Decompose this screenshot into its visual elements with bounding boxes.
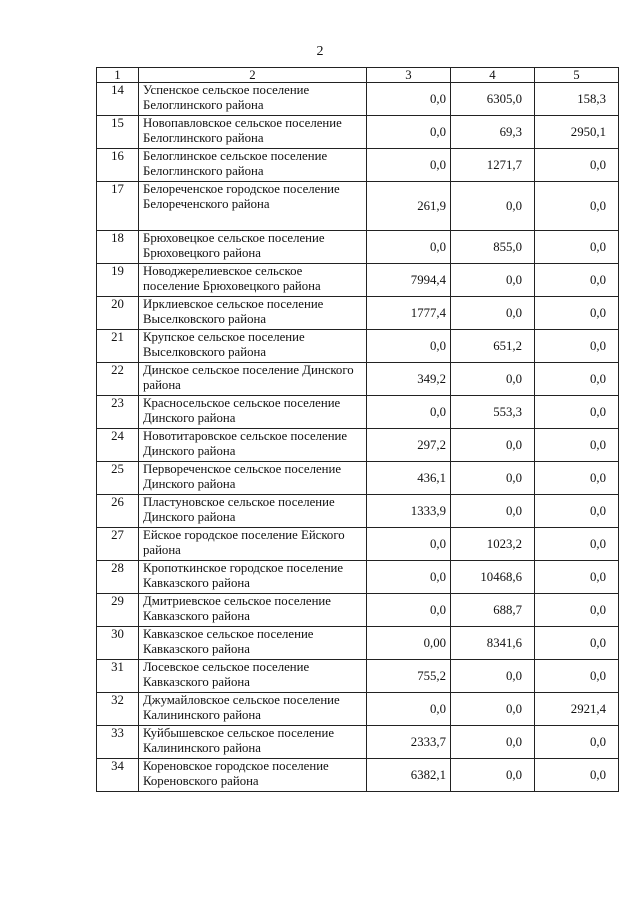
- table-row: [97, 693, 619, 726]
- value-cell-column-5: 2950,1: [535, 116, 619, 149]
- value-cell-column-3: 755,2: [367, 660, 451, 693]
- value-cell-column-4: 0,0: [451, 182, 535, 231]
- value-cell-column-5: 0,0: [535, 264, 619, 297]
- table-row: [97, 182, 619, 231]
- row-number-cell: 27: [97, 528, 139, 561]
- value-cell-column-3: 1333,9: [367, 495, 451, 528]
- row-number-cell: 14: [97, 83, 139, 116]
- value-cell-column-4: 0,0: [451, 297, 535, 330]
- settlement-name-cell: Кавказское сельское поселение Кавказского района: [139, 627, 367, 660]
- value-cell-column-4: 1023,2: [451, 528, 535, 561]
- table-row: [97, 396, 619, 429]
- value-cell-column-3: 0,00: [367, 627, 451, 660]
- table-row: [97, 759, 619, 792]
- settlement-name-cell: Новопавловское сельское поселение Белоглинского района: [139, 116, 367, 149]
- row-number-cell: 30: [97, 627, 139, 660]
- table-row: [97, 116, 619, 149]
- value-cell-column-5: 0,0: [535, 182, 619, 231]
- table-header-row: [97, 68, 619, 83]
- column-header: 4: [451, 68, 535, 83]
- value-cell-column-5: 0,0: [535, 462, 619, 495]
- value-cell-column-4: 688,7: [451, 594, 535, 627]
- row-number-cell: 34: [97, 759, 139, 792]
- value-cell-column-4: 651,2: [451, 330, 535, 363]
- column-header: 3: [367, 68, 451, 83]
- value-cell-column-4: 855,0: [451, 231, 535, 264]
- table-row: [97, 462, 619, 495]
- settlement-name-cell: Первореченское сельское поселение Динского района: [139, 462, 367, 495]
- value-cell-column-5: 0,0: [535, 528, 619, 561]
- value-cell-column-4: 0,0: [451, 726, 535, 759]
- settlement-name-cell: Кропоткинское городское поселение Кавказского района: [139, 561, 367, 594]
- value-cell-column-5: 0,0: [535, 759, 619, 792]
- table-row: [97, 297, 619, 330]
- value-cell-column-3: 436,1: [367, 462, 451, 495]
- settlement-name-cell: Ирклиевское сельское поселение Выселковского района: [139, 297, 367, 330]
- row-number-cell: 18: [97, 231, 139, 264]
- row-number-cell: 23: [97, 396, 139, 429]
- settlement-name-cell: Белоглинское сельское поселение Белоглинского района: [139, 149, 367, 182]
- settlement-name-cell: Новотитаровское сельское поселение Динского района: [139, 429, 367, 462]
- row-number-cell: 29: [97, 594, 139, 627]
- table-row: [97, 594, 619, 627]
- row-number-cell: 15: [97, 116, 139, 149]
- value-cell-column-4: 0,0: [451, 693, 535, 726]
- value-cell-column-4: 553,3: [451, 396, 535, 429]
- settlement-name-cell: Брюховецкое сельское поселение Брюховецкого района: [139, 231, 367, 264]
- row-number-cell: 21: [97, 330, 139, 363]
- row-number-cell: 24: [97, 429, 139, 462]
- value-cell-column-4: 0,0: [451, 462, 535, 495]
- table-row: [97, 726, 619, 759]
- value-cell-column-4: 0,0: [451, 759, 535, 792]
- settlement-name-cell: Ейское городское поселение Ейского района: [139, 528, 367, 561]
- settlement-name-cell: Белореченское городское поселение Белореченского района: [139, 182, 367, 231]
- table-body: [97, 83, 619, 792]
- row-number-cell: 22: [97, 363, 139, 396]
- value-cell-column-3: 349,2: [367, 363, 451, 396]
- table-row: [97, 330, 619, 363]
- settlement-name-cell: Дмитриевское сельское поселение Кавказского района: [139, 594, 367, 627]
- value-cell-column-5: 0,0: [535, 495, 619, 528]
- settlement-name-cell: Новоджерелиевское сельское поселение Брюховецкого района: [139, 264, 367, 297]
- value-cell-column-3: 6382,1: [367, 759, 451, 792]
- table-row: [97, 264, 619, 297]
- column-header: 2: [139, 68, 367, 83]
- row-number-cell: 17: [97, 182, 139, 231]
- value-cell-column-3: 297,2: [367, 429, 451, 462]
- table-row: [97, 429, 619, 462]
- value-cell-column-3: 1777,4: [367, 297, 451, 330]
- table-row: [97, 231, 619, 264]
- data-table: [96, 67, 619, 792]
- table-row: [97, 149, 619, 182]
- value-cell-column-3: 0,0: [367, 231, 451, 264]
- settlement-name-cell: Крупское сельское поселение Выселковского района: [139, 330, 367, 363]
- row-number-cell: 33: [97, 726, 139, 759]
- value-cell-column-5: 0,0: [535, 297, 619, 330]
- row-number-cell: 19: [97, 264, 139, 297]
- row-number-cell: 25: [97, 462, 139, 495]
- value-cell-column-4: 69,3: [451, 116, 535, 149]
- row-number-cell: 31: [97, 660, 139, 693]
- column-header: 5: [535, 68, 619, 83]
- value-cell-column-3: 0,0: [367, 396, 451, 429]
- value-cell-column-4: 0,0: [451, 264, 535, 297]
- row-number-cell: 26: [97, 495, 139, 528]
- row-number-cell: 16: [97, 149, 139, 182]
- settlement-name-cell: Кореновское городское поселение Кореновского района: [139, 759, 367, 792]
- settlement-name-cell: Куйбышевское сельское поселение Калининского района: [139, 726, 367, 759]
- row-number-cell: 28: [97, 561, 139, 594]
- value-cell-column-4: 6305,0: [451, 83, 535, 116]
- value-cell-column-5: 0,0: [535, 561, 619, 594]
- value-cell-column-4: 0,0: [451, 429, 535, 462]
- table-row: [97, 660, 619, 693]
- page-number: 2: [316, 44, 324, 59]
- value-cell-column-3: 0,0: [367, 83, 451, 116]
- table-row: [97, 363, 619, 396]
- table-row: [97, 627, 619, 660]
- settlement-name-cell: Успенское сельское поселение Белоглинского района: [139, 83, 367, 116]
- value-cell-column-3: 2333,7: [367, 726, 451, 759]
- value-cell-column-5: 0,0: [535, 149, 619, 182]
- value-cell-column-4: 8341,6: [451, 627, 535, 660]
- table-row: [97, 83, 619, 116]
- value-cell-column-3: 0,0: [367, 330, 451, 363]
- column-header: 1: [97, 68, 139, 83]
- value-cell-column-5: 0,0: [535, 396, 619, 429]
- value-cell-column-3: 0,0: [367, 149, 451, 182]
- value-cell-column-3: 0,0: [367, 561, 451, 594]
- settlement-name-cell: Динское сельское поселение Динского района: [139, 363, 367, 396]
- value-cell-column-4: 10468,6: [451, 561, 535, 594]
- value-cell-column-3: 261,9: [367, 182, 451, 231]
- table-row: [97, 528, 619, 561]
- value-cell-column-5: 0,0: [535, 330, 619, 363]
- value-cell-column-5: 0,0: [535, 726, 619, 759]
- value-cell-column-5: 0,0: [535, 429, 619, 462]
- value-cell-column-5: 0,0: [535, 363, 619, 396]
- value-cell-column-5: 2921,4: [535, 693, 619, 726]
- value-cell-column-4: 0,0: [451, 495, 535, 528]
- value-cell-column-4: 1271,7: [451, 149, 535, 182]
- row-number-cell: 20: [97, 297, 139, 330]
- settlement-name-cell: Пластуновское сельское поселение Динского района: [139, 495, 367, 528]
- value-cell-column-3: 0,0: [367, 528, 451, 561]
- value-cell-column-5: 158,3: [535, 83, 619, 116]
- value-cell-column-5: 0,0: [535, 627, 619, 660]
- value-cell-column-3: 0,0: [367, 693, 451, 726]
- value-cell-column-3: 0,0: [367, 594, 451, 627]
- settlement-name-cell: Джумайловское сельское поселение Калининского района: [139, 693, 367, 726]
- value-cell-column-4: 0,0: [451, 660, 535, 693]
- table-row: [97, 561, 619, 594]
- value-cell-column-5: 0,0: [535, 594, 619, 627]
- settlement-name-cell: Красносельское сельское поселение Динского района: [139, 396, 367, 429]
- table-row: [97, 495, 619, 528]
- value-cell-column-5: 0,0: [535, 660, 619, 693]
- settlement-name-cell: Лосевское сельское поселение Кавказского района: [139, 660, 367, 693]
- row-number-cell: 32: [97, 693, 139, 726]
- value-cell-column-4: 0,0: [451, 363, 535, 396]
- value-cell-column-3: 7994,4: [367, 264, 451, 297]
- value-cell-column-5: 0,0: [535, 231, 619, 264]
- value-cell-column-3: 0,0: [367, 116, 451, 149]
